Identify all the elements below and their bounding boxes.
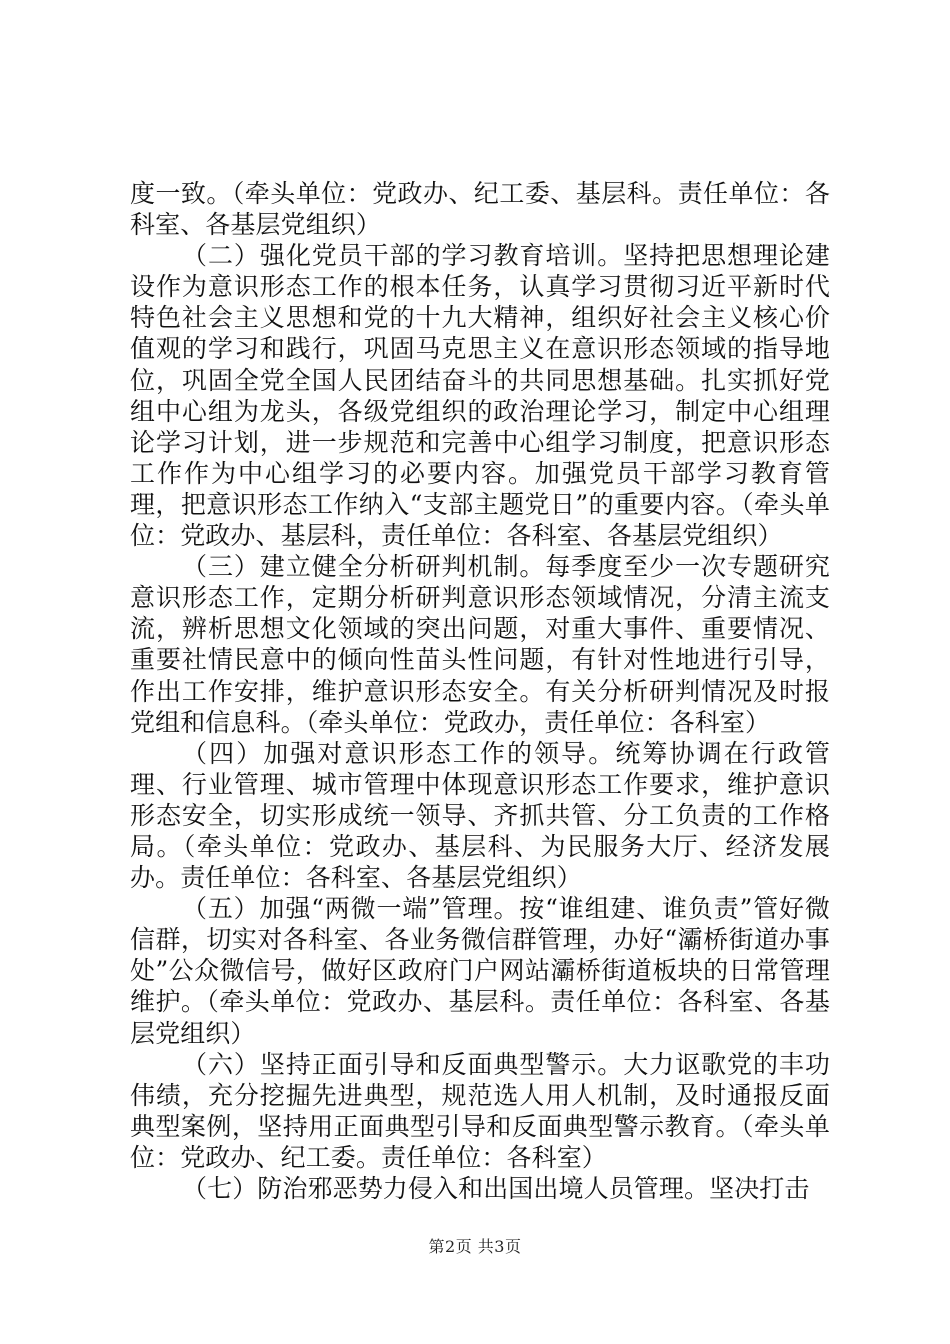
- page-footer: 第2页 共3页: [428, 1237, 522, 1256]
- paragraph-section-3: （三）建立健全分析研判机制。每季度至少一次专题研究意识形态工作，定期分析研判意识形态领域情况，分清主流支流，辨析思想文化领域的突出问题，对重大事件、重要情况、重要社情民意中的倾向性苗头性问题，有针对性地进行引导，作出工作安排，维护意识形态安全。有关分析研判情况及时报党组和信息科。（牵头单位：党政办，责任单位：各科室）: [130, 552, 830, 737]
- paragraph-section-6: （六）坚持正面引导和反面典型警示。大力讴歌党的丰功伟绩，充分挖掘先进典型，规范选人用人机制，及时通报反面典型案例，坚持用正面典型引导和反面典型警示教育。（牵头单位：党政办、纪工委。责任单位：各科室）: [130, 1049, 830, 1172]
- paragraph-section-5: （五）加强“两微一端”管理。按“谁组建、谁负责”管好微信群，切实对各科室、各业务微信群管理，办好“灞桥街道办事处”公众微信号，做好区政府门户网站灞桥街道板块的日常管理维护。（牵头单位：党政办、基层科。责任单位：各科室、各基层党组织）: [130, 894, 830, 1048]
- paragraph-continuation: 度一致。（牵头单位：党政办、纪工委、基层科。责任单位：各科室、各基层党组织）: [130, 179, 830, 240]
- paragraph-section-7: （七）防治邪恶势力侵入和出国出境人员管理。坚决打击: [182, 1174, 810, 1203]
- paragraph-section-2: （二）强化党员干部的学习教育培训。坚持把思想理论建设作为意识形态工作的根本任务，认真学习贯彻习近平新时代特色社会主义思想和党的十九大精神，组织好社会主义核心价值观的学习和践行，巩固马克思主义在意识形态领域的指导地位，巩固全党全国人民团结奋斗的共同思想基础。扎实抓好党组中心组为龙头，各级党组织的政治理论学习，制定中心组理论学习计划，进一步规范和完善中心组学习制度，把意识形态工作作为中心组学习的必要内容。加强党员干部学习教育管理，把意识形态工作纳入“支部主题党日”的重要内容。（牵头单位：党政办、基层科，责任单位：各科室、各基层党组织）: [130, 241, 830, 551]
- paragraph-section-4: （四）加强对意识形态工作的领导。统筹协调在行政管理、行业管理、城市管理中体现意识形态工作要求，维护意识形态安全，切实形成统一领导、齐抓共管、分工负责的工作格局。（牵头单位：党政办、基层科、为民服务大厅、经济发展办。责任单位：各科室、各基层党组织）: [130, 738, 830, 893]
- document-body: [130, 178, 830, 1204]
